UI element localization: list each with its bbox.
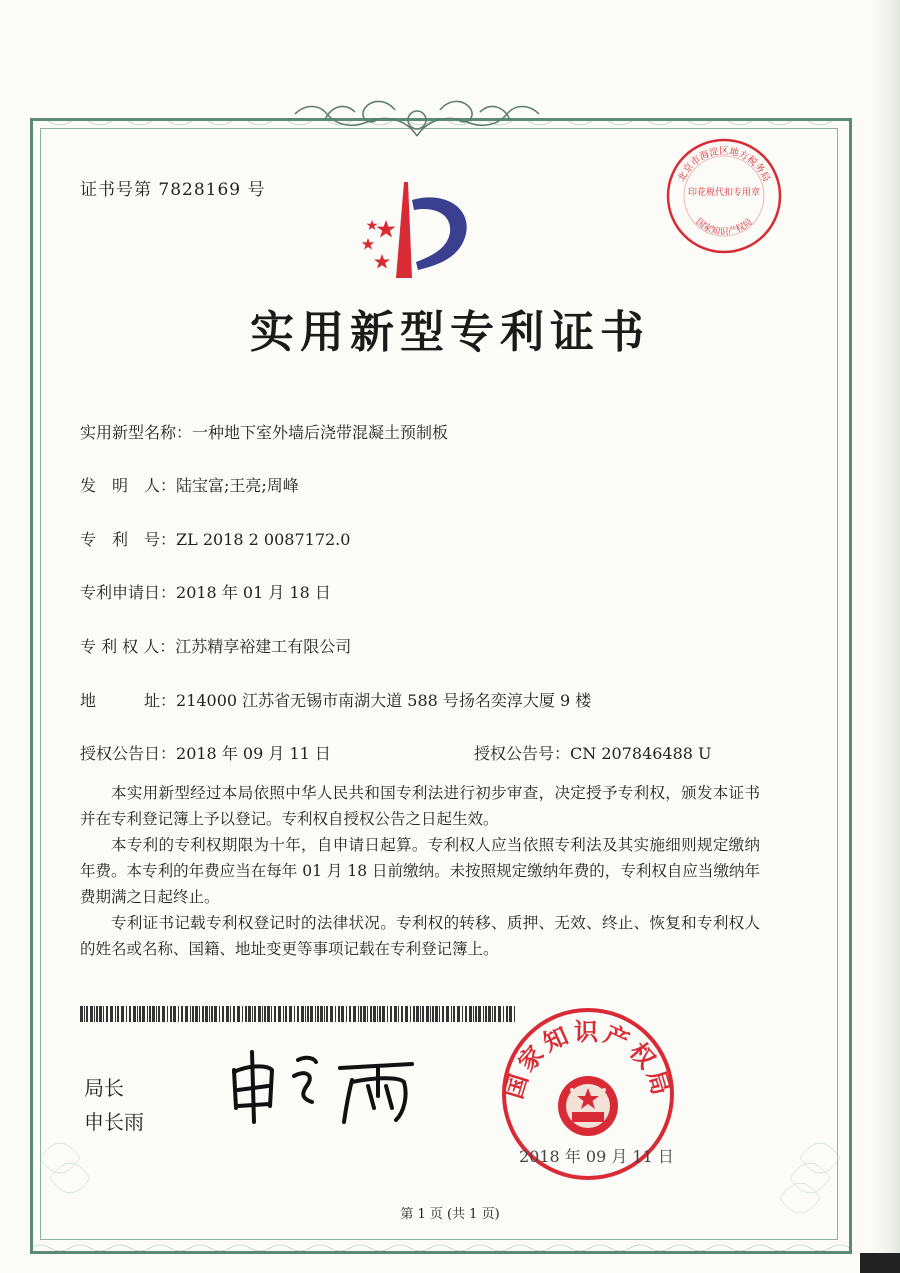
barcode-bar	[248, 1006, 251, 1022]
barcode-bar	[258, 1006, 261, 1022]
barcode-bar	[358, 1006, 359, 1022]
barcode-bar	[330, 1006, 333, 1022]
legal-text	[80, 780, 760, 962]
barcode-bar	[226, 1006, 229, 1022]
barcode-bar	[211, 1006, 213, 1022]
barcode-bar	[320, 1006, 323, 1022]
barcode-bar	[492, 1006, 493, 1022]
barcode-bar	[475, 1006, 477, 1022]
seal-main-text: 国家知识产权局	[500, 1018, 676, 1102]
tax-seal-center-text: 印花税代扣专用章	[687, 188, 761, 198]
legal-paragraph-2: 本专利的专利权期限为十年，自申请日起算。专利权人应当依照专利法及其实施细则规定缴纳年费。本专利的年费应当在每年 01 月 18 日前缴纳。未按照规定缴纳年费的，专利权自应当缴纳年费期满之日起终止。	[80, 836, 760, 906]
barcode-bar	[245, 1006, 247, 1022]
svg-text:国家知识产权局	[693, 216, 754, 237]
barcode-bar	[422, 1006, 424, 1022]
barcode-bar	[274, 1006, 276, 1022]
barcode-bar	[294, 1006, 295, 1022]
barcode-bar	[442, 1006, 444, 1022]
barcode-bar	[457, 1006, 460, 1022]
barcode-bar	[173, 1006, 176, 1022]
barcode-bar	[360, 1006, 362, 1022]
inner-frame	[40, 128, 838, 1240]
barcode-bar	[137, 1006, 138, 1022]
barcode-bar	[326, 1006, 328, 1022]
barcode-bar	[158, 1006, 160, 1022]
barcode-bar	[297, 1006, 299, 1022]
barcode-bar	[394, 1006, 397, 1022]
address-label: 地 址：	[80, 691, 177, 710]
barcode-bar	[307, 1006, 309, 1022]
barcode-bar	[195, 1006, 198, 1022]
barcode-bar	[370, 1006, 372, 1022]
barcode-bar	[488, 1006, 491, 1022]
barcode-bar	[285, 1006, 287, 1022]
barcode-bar	[264, 1006, 266, 1022]
barcode-bar	[242, 1006, 243, 1022]
barcode-bar	[301, 1006, 304, 1022]
barcode-bar	[267, 1006, 270, 1022]
barcode-bar	[117, 1006, 119, 1022]
field-address	[80, 688, 591, 711]
barcode-bar	[462, 1006, 463, 1022]
barcode-bar	[262, 1006, 263, 1022]
barcode-bar	[80, 1006, 83, 1022]
barcode-bar	[178, 1006, 179, 1022]
barcode-bar	[84, 1006, 85, 1022]
certificate-number-label: 证书号第	[80, 180, 152, 200]
barcode-bar	[106, 1006, 108, 1022]
barcode-bar	[315, 1006, 316, 1022]
legal-paragraph-1: 本实用新型经过本局依照中华人民共和国专利法进行初步审查，决定授予专利权，颁发本证书并在专利登记簿上予以登记。专利权自授权公告之日起生效。	[80, 784, 760, 828]
barcode-bar	[324, 1006, 325, 1022]
filing-date-value: 2018 年 01 月 18 日	[176, 583, 331, 602]
scan-edge	[872, 0, 900, 1273]
certificate-title: 实用新型专利证书	[250, 307, 650, 358]
barcode-bar	[390, 1006, 392, 1022]
barcode-bar	[317, 1006, 319, 1022]
barcode-bar	[152, 1006, 155, 1022]
barcode-bar	[379, 1006, 381, 1022]
utility-name-label: 实用新型名称：	[80, 423, 193, 442]
patent-number-label: 专 利 号：	[80, 530, 177, 549]
barcode-bar	[416, 1006, 419, 1022]
barcode-bar	[230, 1006, 231, 1022]
barcode-bar	[103, 1006, 104, 1022]
field-utility-name	[80, 420, 448, 443]
barcode-bar	[353, 1006, 356, 1022]
barcode-bar	[305, 1006, 306, 1022]
field-patentee	[80, 634, 351, 657]
barcode-bar	[346, 1006, 347, 1022]
barcode-bar	[446, 1006, 449, 1022]
barcode-bar	[494, 1006, 496, 1022]
grant-date-value: 2018 年 09 月 11 日	[176, 744, 331, 763]
barcode-bar	[485, 1006, 487, 1022]
barcode-bar	[278, 1006, 281, 1022]
barcode-bar	[129, 1006, 131, 1022]
barcode	[80, 1006, 520, 1022]
barcode-bar	[222, 1006, 224, 1022]
barcode-bar	[202, 1006, 204, 1022]
barcode-bar	[387, 1006, 388, 1022]
barcode-bar	[139, 1006, 141, 1022]
barcode-bar	[181, 1006, 183, 1022]
barcode-bar	[90, 1006, 93, 1022]
barcode-bar	[453, 1006, 455, 1022]
barcode-bar	[401, 1006, 403, 1022]
seal-date: 2018 年 09 月 11 日	[519, 1147, 674, 1166]
barcode-bar	[205, 1006, 208, 1022]
tax-stamp-seal-icon	[665, 137, 783, 255]
patentee-value: 江苏精享裕建工有限公司	[175, 637, 352, 656]
barcode-bar	[115, 1006, 116, 1022]
barcode-bar	[185, 1006, 188, 1022]
barcode-bar	[86, 1006, 88, 1022]
scan-corner-mark	[860, 1253, 900, 1273]
field-filing-date	[80, 580, 331, 603]
address-value: 214000 江苏省无锡市南湖大道 588 号扬名奕淳大厦 9 楼	[176, 691, 592, 710]
barcode-bar	[149, 1006, 151, 1022]
tax-seal-top-text: 北京市海淀区地方税务局	[676, 146, 772, 184]
barcode-bar	[413, 1006, 415, 1022]
certificate-number	[80, 175, 266, 200]
barcode-bar	[156, 1006, 157, 1022]
barcode-bar	[254, 1006, 256, 1022]
patent-number-value: ZL 2018 2 0087172.0	[176, 530, 351, 549]
barcode-bar	[96, 1006, 98, 1022]
barcode-bar	[133, 1006, 136, 1022]
barcode-bar	[283, 1006, 284, 1022]
barcode-bar	[473, 1006, 474, 1022]
barcode-bar	[363, 1006, 366, 1022]
barcode-bar	[478, 1006, 481, 1022]
barcode-bar	[398, 1006, 399, 1022]
barcode-bar	[420, 1006, 421, 1022]
page-number: 第 1 页 (共 1 页)	[400, 1207, 500, 1222]
barcode-bar	[483, 1006, 484, 1022]
barcode-bar	[99, 1006, 102, 1022]
barcode-bar	[439, 1006, 440, 1022]
barcode-bar	[367, 1006, 368, 1022]
grant-date-label: 授权公告日：	[80, 744, 177, 763]
legal-paragraph-3: 专利证书记载专利权登记时的法律状况。专利权的转移、质押、无效、终止、恢复和专利权人的姓名或名称、国籍、地址变更等事项记载在专利登记簿上。	[80, 914, 760, 958]
field-inventor	[80, 473, 299, 496]
field-grant-number	[474, 741, 712, 764]
barcode-bar	[142, 1006, 145, 1022]
grant-number-value: CN 207846488 U	[570, 744, 712, 763]
barcode-bar	[167, 1006, 168, 1022]
barcode-bar	[469, 1006, 472, 1022]
barcode-bar	[121, 1006, 124, 1022]
barcode-bar	[219, 1006, 220, 1022]
barcode-bar	[209, 1006, 210, 1022]
barcode-bar	[147, 1006, 148, 1022]
tax-seal-bottom-text: 国家知识产权局	[693, 217, 755, 238]
barcode-bar	[410, 1006, 411, 1022]
barcode-bar	[373, 1006, 376, 1022]
barcode-bar	[341, 1006, 344, 1022]
barcode-bar	[430, 1006, 431, 1022]
barcode-bar	[170, 1006, 172, 1022]
top-ornament-icon	[285, 90, 550, 144]
barcode-bar	[252, 1006, 253, 1022]
director-name: 申长雨	[84, 1110, 144, 1134]
certificate-number-suffix: 号	[247, 180, 266, 200]
barcode-bar	[110, 1006, 113, 1022]
barcode-bar	[310, 1006, 313, 1022]
field-grant-date	[80, 741, 331, 764]
barcode-bar	[126, 1006, 127, 1022]
grant-number-label: 授权公告号：	[474, 744, 571, 763]
barcode-bar	[382, 1006, 385, 1022]
barcode-bar	[426, 1006, 429, 1022]
director-title: 局长	[84, 1076, 124, 1100]
barcode-bar	[338, 1006, 340, 1022]
barcode-bar	[190, 1006, 191, 1022]
barcode-bar	[162, 1006, 165, 1022]
barcode-bar	[465, 1006, 467, 1022]
handwritten-signature	[222, 1046, 422, 1126]
field-patent-number	[80, 527, 350, 550]
utility-name-value: 一种地下室外墙后浇带混凝土预制板	[192, 423, 449, 442]
inventor-label: 发 明 人：	[80, 476, 177, 495]
barcode-bar	[377, 1006, 378, 1022]
barcode-bar	[451, 1006, 452, 1022]
filing-date-label: 专利申请日：	[80, 583, 177, 602]
barcode-bar	[233, 1006, 235, 1022]
barcode-bar	[335, 1006, 336, 1022]
barcode-bar	[94, 1006, 95, 1022]
barcode-bar	[199, 1006, 200, 1022]
barcode-bar	[432, 1006, 434, 1022]
cnipa-logo-icon	[346, 180, 486, 280]
barcode-bar	[289, 1006, 292, 1022]
inventor-value: 陆宝富;王亮;周峰	[176, 476, 299, 495]
certificate-number-value: 7828169	[158, 180, 242, 200]
barcode-bar	[192, 1006, 194, 1022]
barcode-bar	[435, 1006, 438, 1022]
barcode-bar	[271, 1006, 272, 1022]
barcode-bar	[405, 1006, 408, 1022]
barcode-bar	[349, 1006, 351, 1022]
patentee-label: 专 利 权 人：	[80, 637, 176, 656]
barcode-bar	[214, 1006, 217, 1022]
barcode-bar	[237, 1006, 240, 1022]
